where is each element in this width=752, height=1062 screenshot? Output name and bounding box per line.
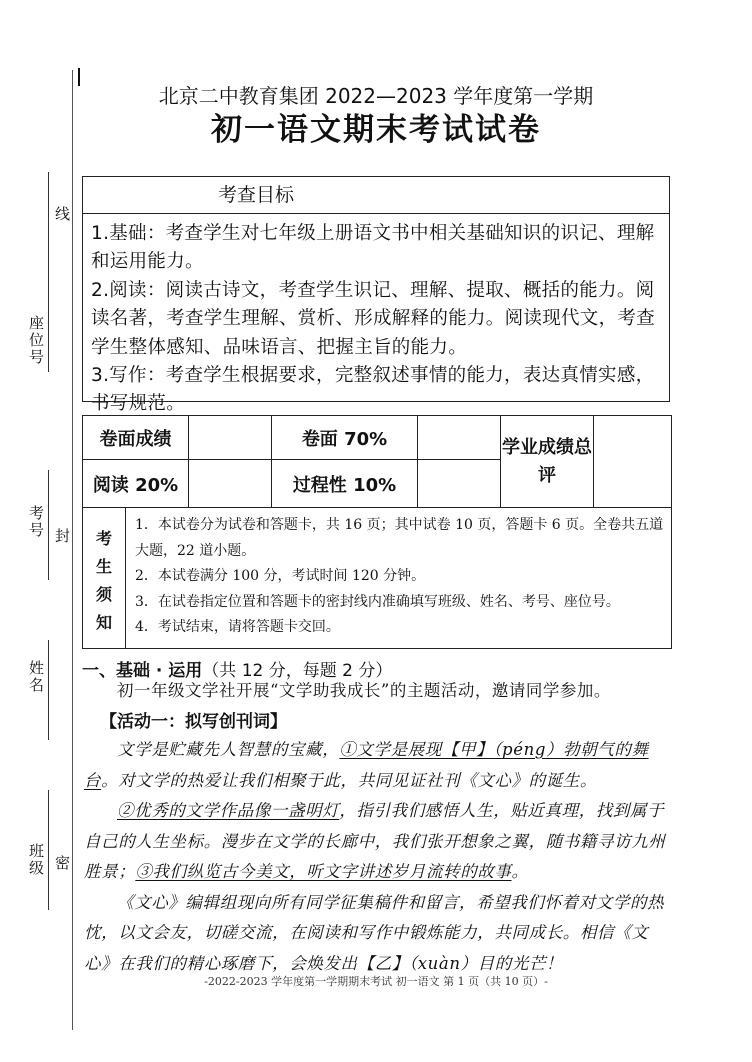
exam-no-field-line	[48, 470, 49, 580]
seal-char-line: 线	[53, 206, 71, 221]
objective-item: 3.写作：考查学生根据要求，完整叙述事情的能力，表达真情实感，书写规范。	[91, 365, 655, 415]
score-cell-blank[interactable]	[189, 416, 272, 460]
notice-item: 3．在试卷指定位置和答题卡的密封线内准确填写班级、姓名、考号、座位号。	[135, 593, 620, 610]
objective-item: 2.阅读：阅读古诗文，考查学生识记、理解、提取、概括的能力。阅读名著，考查学生理解、赏析、形成解释的能力。阅读现代文，考查学生整体感知、品味语言、把握主旨的能力。	[91, 279, 656, 358]
section-points: （共 12 分，每题 2 分）	[202, 661, 393, 681]
exam-title: 初一语文期末考试试卷	[211, 112, 541, 148]
underlined-sentence-2: ②优秀的文学作品像一盏明灯	[117, 801, 340, 820]
activity-intro: 初一年级文学社开展“文学助我成长”的主题活动，邀请同学参加。	[117, 681, 611, 700]
seal-char-seal: 封	[53, 528, 71, 543]
seat-field-line	[48, 172, 49, 372]
essay-text: 。对文学的热爱让我们相聚于此，共同见证社刊《文心》的诞生。	[101, 770, 598, 790]
score-cell-label: 卷面 70%	[272, 416, 418, 460]
page-footer: -2022-2023 学年度第一学期期末考试 初一语文 第 1 页（共 10 页）-	[204, 975, 548, 988]
field-seat-number: 座位号	[27, 315, 45, 366]
candidate-notice	[82, 507, 672, 649]
underlined-sentence-1: ①文学是展现【甲】（péng）勃朝气的舞台	[84, 740, 649, 790]
field-class: 班级	[27, 843, 45, 877]
score-cell-label: 过程性 10%	[272, 460, 418, 508]
essay-paragraph	[84, 796, 674, 888]
score-total-blank[interactable]	[594, 416, 672, 508]
essay-passage	[84, 735, 674, 979]
score-cell-blank[interactable]	[418, 460, 501, 508]
field-exam-number: 考号	[27, 505, 45, 539]
score-cell-blank[interactable]	[189, 460, 272, 508]
score-cell-blank[interactable]	[418, 416, 501, 460]
essay-text: ，指引我们感悟人生，贴近真理，找到属于自己的人生坐标。漫步在文学的长廊中，我们张开想象之翼，随书籍寻访九州胜景；	[84, 801, 666, 881]
class-field-line	[48, 790, 49, 910]
essay-text: 。	[511, 862, 529, 881]
exam-header-line1: 北京二中教育集团 2022—2023 学年度第一学期	[158, 84, 594, 108]
score-cell-label: 阅读 20%	[83, 460, 189, 508]
notice-list	[135, 513, 665, 641]
notice-label	[83, 507, 126, 648]
activity-title: 【活动一：拟写创刊词】	[100, 712, 287, 732]
objectives-body	[83, 214, 669, 419]
essay-text: 文学是贮藏先人智慧的宝藏，	[117, 740, 340, 759]
notice-item: 4．考试结束，请将答题卡交回。	[135, 619, 340, 635]
essay-paragraph	[84, 735, 674, 796]
field-name: 姓名	[27, 660, 45, 694]
score-table	[82, 415, 672, 508]
seal-char-tight: 密	[53, 855, 71, 870]
underlined-sentence-3: ③我们纵览古今美文，听文字讲述岁月流转的故事	[135, 862, 512, 881]
objectives-heading: 考查目标	[83, 177, 669, 214]
objective-item: 1.基础：考查学生对七年级上册语文书中相关基础知识的识记、理解和运用能力。	[91, 223, 655, 273]
score-cell-label: 卷面成绩	[83, 416, 189, 460]
objectives-box	[82, 176, 670, 415]
notice-label-text: 考生须知	[95, 529, 112, 632]
section-title: 一、基础 · 运用	[82, 661, 203, 681]
notice-item: 1．本试卷分为试卷和答题卡，共 16 页；其中试卷 10 页，答题卡 6 页。全卷共五道大题，22 道小题。	[135, 517, 664, 559]
notice-item: 2．本试卷满分 100 分，考试时间 120 分钟。	[135, 568, 426, 584]
name-field-line	[48, 640, 49, 740]
score-total-label: 学业成绩总评	[501, 416, 594, 508]
essay-paragraph: 《文心》编辑组现向所有同学征集稿件和留言，希望我们怀着对文学的热忱，以文会友，切磋交流，在阅读和写作中锻炼能力，共同成长。相信《文心》在我们的精心琢磨下，会焕发出【乙】（xuàn）目的光芒！	[84, 892, 665, 973]
